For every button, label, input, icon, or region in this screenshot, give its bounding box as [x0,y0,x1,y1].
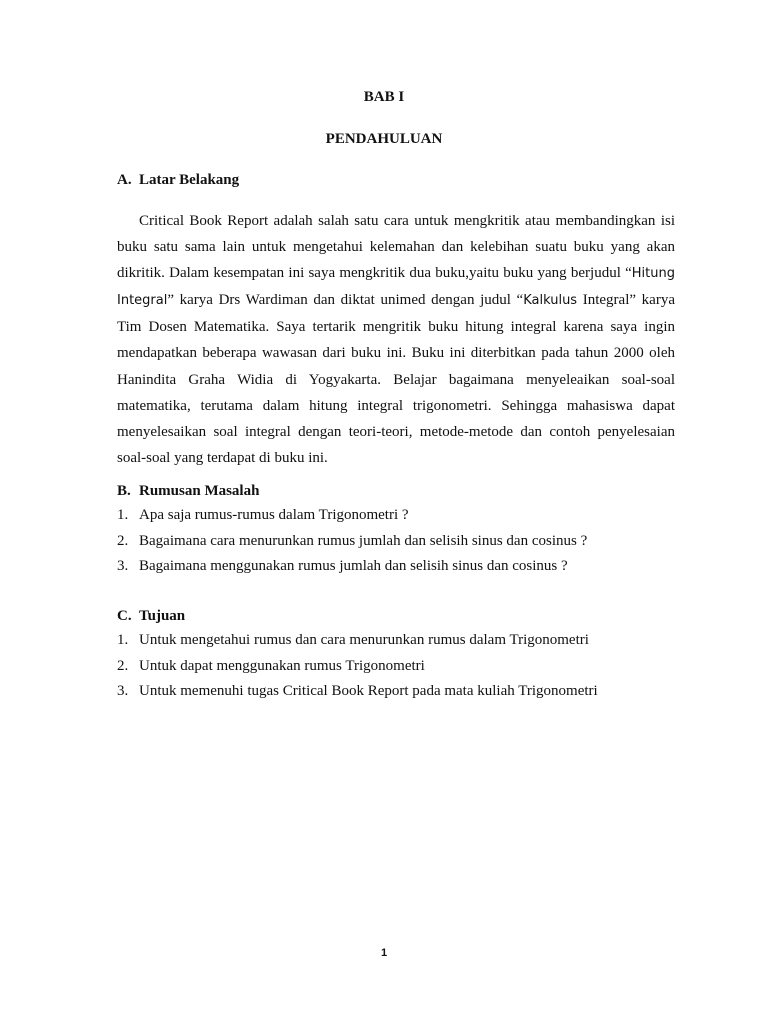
section-b-title: Rumusan Masalah [139,483,260,499]
list-item [117,654,598,680]
section-a-letter: A. [117,172,132,188]
section-a-title: Latar Belakang [139,172,240,188]
book-title-kalkulus: Kalkulus [523,293,578,309]
list-text: Untuk mengetahui rumus dan cara menurunkan rumus dalam Trigonometri [139,632,589,648]
paragraph-part-3: Integral” karya Tim Dosen Matematika. Saya tertarik mengritik buku hitung integral karena saya ingin mendapatkan beberapa wawasan dari buku ini. Buku ini diterbitkan pada tahun 2000 oleh Hanindita Graha Widia di Yogyakarta. Belajar bagaimana menyeleaikan soal-soal matematika, terutama dalam hitung integral trigonometri. Sehingga mahasiswa dapat menyelesaikan soal integral dengan teori-teori, metode-metode dan contoh penyelesaian soal-soal yang terdapat di buku ini. [117,292,675,466]
section-a-heading [117,172,239,189]
paragraph-part-2: ” karya Drs Wardiman dan diktat unimed dengan judul “ [167,292,524,309]
list-number: 3. [117,558,129,574]
list-text: Untuk memenuhi tugas Critical Book Report pada mata kuliah Trigonometri [139,683,598,699]
list-text: Apa saja rumus-rumus dalam Trigonometri ? [139,507,409,523]
background-paragraph [117,208,675,471]
book-title-hitung-integral: Hitung Integral [117,266,675,309]
objective-list [117,628,598,705]
list-item [117,628,598,654]
section-c-heading [117,608,185,625]
list-text: Bagaimana menggunakan rumus jumlah dan selisih sinus dan cosinus ? [139,558,568,574]
list-text: Bagaimana cara menurunkan rumus jumlah dan selisih sinus dan cosinus ? [139,532,588,549]
chapter-title: PENDAHULUAN [325,131,443,147]
section-c-title: Tujuan [139,608,186,624]
list-number: 2. [117,532,129,549]
section-b-heading [117,483,259,500]
page-number: 1 [380,947,388,959]
list-text: Untuk dapat menggunakan rumus Trigonometri [139,657,425,674]
list-number: 1. [117,507,129,523]
list-number: 1. [117,632,129,648]
chapter-number: BAB I [363,89,405,105]
list-item [117,503,587,529]
paragraph-part-1: Critical Book Report adalah salah satu cara untuk mengkritik atau membandingkan isi buku satu sama lain untuk mengetahui kelemahan dan kelebihan suatu buku yang akan dikritik. Dalam kesempatan ini saya mengkritik dua buku,yaitu buku yang berjudul “ [117,213,675,282]
list-item [117,679,598,705]
problem-list [117,503,587,580]
list-number: 3. [117,683,129,699]
list-item [117,554,587,580]
list-item [117,529,587,555]
section-b-letter: B. [117,483,131,499]
list-number: 2. [117,657,129,674]
section-c-letter: C. [117,608,132,624]
